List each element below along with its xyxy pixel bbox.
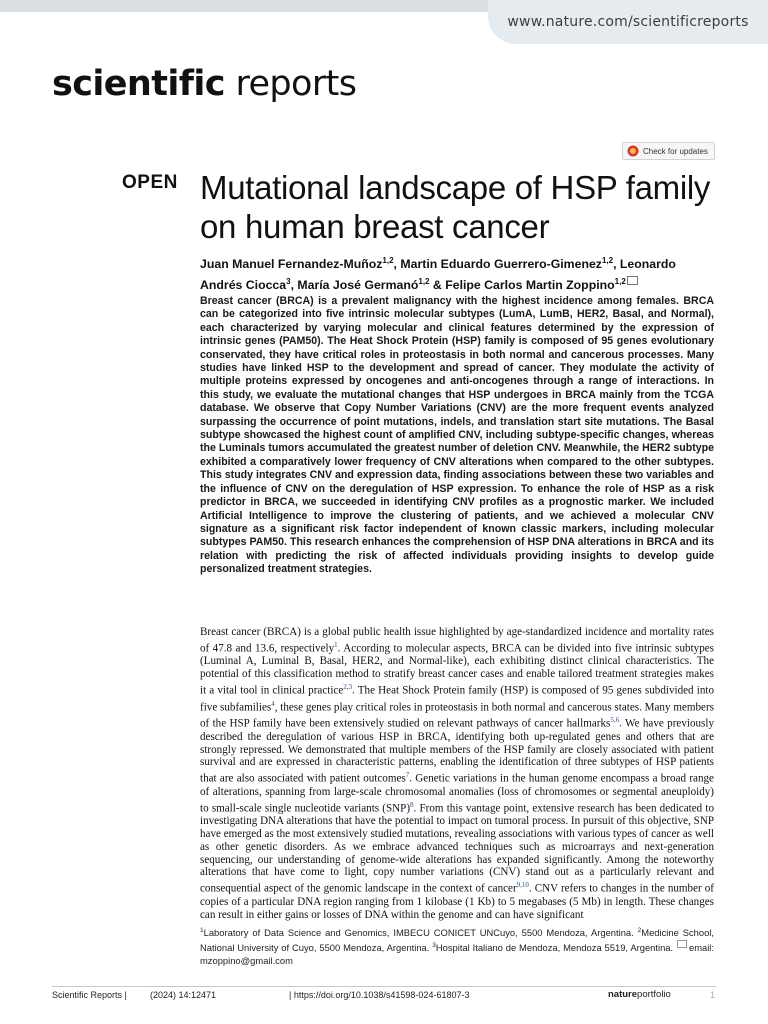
citation-link[interactable]: 8	[410, 800, 414, 809]
page-footer	[52, 990, 716, 1004]
email-icon	[677, 940, 687, 948]
citation-link[interactable]: 2,3	[343, 683, 353, 692]
citation-link[interactable]: 7	[405, 771, 410, 780]
citation-link[interactable]: 9,10	[516, 881, 529, 890]
body-sentence: . CNV refers to changes in the number of copies of a particular DNA region ranging from 1 kilobase (1 Kb) to 5 megabases (5 Mb) in length. These changes can result in either gains or losses of DNA within the genome and can have significant	[200, 883, 714, 921]
journal-url[interactable]: www.nature.com/scientificreports	[507, 14, 749, 30]
check-updates-icon	[627, 145, 639, 157]
author-name[interactable]: , Leonardo Andrés Ciocca	[200, 257, 676, 293]
affiliations	[200, 924, 714, 967]
intro-paragraph	[200, 626, 714, 922]
footer-journal: Scientific Reports |	[52, 990, 127, 1000]
author-name[interactable]: Juan Manuel Fernandez-Muñoz	[200, 257, 383, 272]
body-sentence: . According to molecular aspects, BRCA can be divided into five intrinsic subtypes (Luminal A, Luminal B, Basal, HER2, and Normal-like), each exhibiting distinct clinical characteristics. The potential of this classification method to stratify breast cancer cases and enable tailored treatment strategies makes it a vital tool in clinical practice	[200, 642, 714, 697]
author-affiliation-sup: 1,2	[418, 277, 430, 287]
article-title: Mutational landscape of HSP family on human breast cancer	[200, 169, 711, 245]
footer-doi-link[interactable]: | https://doi.org/10.1038/s41598-024-61807-3	[289, 990, 470, 1000]
journal-logo-regular: reports	[224, 64, 357, 104]
publisher-logo	[608, 989, 671, 1000]
affiliation-text: Hospital Italiano de Mendoza, Mendoza 5519, Argentina.	[435, 942, 676, 954]
author-name[interactable]: , María José Germanó	[290, 278, 419, 293]
body-sentence: . Genetic variations in the human genome encompass a broad range of alterations, spanning from large-scale chromosomal anomalies (loss of chromosomes or segmental aneuploidy) to small-scale single nucleotide variants (SNP)	[200, 772, 714, 815]
affiliation-sup: 3	[432, 942, 436, 950]
body-text	[200, 626, 714, 922]
journal-url-tab[interactable]	[488, 0, 768, 44]
abstract: Breast cancer (BRCA) is a prevalent malignancy with the highest incidence among females. BRCA can be categorized into five intrinsic molecular subtypes (LumA, LumB, HER2, Basal, and Normal), each characterized by varying molecular and clinical features determined by the expression of intrinsic genes (PAM50). The Heat Shock Protein (HSP) family is composed of 95 genes evolutionary conservated, they have critical roles in proteostasis in both normal and cancerous processes. Many studies have linked HSP to the development and spread of cancer. They modulate the activity of multiple proteins expressed by oncogenes and anti-oncogenes through a range of interactions. In this study, we evaluate the mutational changes that HSP undergoes in BRCA mainly from the TCGA database. We observe that Copy Number Variations (CNV) are the more frequent events analyzed surpassing the occurrence of point mutations, indels, and translation start site mutations. The Basal subtype showcased the highest count of amplified CNV, including subtype-specific changes, whereas the Luminals tumors accumulated the greatest number of deletion CNV. Meanwhile, the HER2 subtype exhibited a comparatively lower frequency of CNV alterations when compared to the other subtypes. This study integrates CNV and expression data, finding associations between these two variables and the influence of CNV on the deregulation of HSP expression. To enhance the role of HSP as a risk predictor in BRCA, we succeeded in identifying CNV profiles as a prognostic marker. We included Artificial Intelligence to improve the clustering of patients, and we achieved a molecular CNV signature as a significant risk factor independent of known classic markers, including molecular subtypes PAM50. This research enhances the comprehension of HSP DNA alterations in BRCA and its relation with predicting the risk of affected individuals providing insights to develop guide personalized treatment strategies.	[200, 295, 714, 576]
author-affiliation-sup: 3	[286, 277, 291, 287]
body-sentence: . We have previously described the deregulation of various HSP in BRCA, identifying both up-regulated genes and others that are strongly repressed. We demonstrated that multiple members of the HSP family are closely associated with patient survival and are expressed in characteristic patterns, enabling the identification of three subtypes of HSP patients that are also associated with patient outcomes	[200, 717, 714, 785]
body-sentence: . The Heat Shock Protein family (HSP) is composed of 95 genes subdivided into five subfamilies	[200, 684, 714, 714]
author-affiliation-sup: 1,2	[601, 256, 614, 265]
publisher-regular: portfolio	[637, 989, 671, 1000]
footer-year-volume: (2024) 14:12471	[150, 990, 217, 1000]
mail-icon[interactable]	[627, 276, 638, 285]
author-affiliation-sup: 1,2	[614, 277, 626, 287]
author-list	[200, 252, 720, 294]
check-updates-label: Check for updates	[643, 146, 708, 156]
page-number: 1	[710, 990, 716, 1000]
journal-logo-bold: scientific	[52, 64, 225, 104]
citation-link[interactable]: 4	[271, 699, 275, 708]
body-sentence: , these genes play critical roles in proteostasis in both normal and cancerous states. Many members of the HSP family have been extensively studied on relevant pathways of cancer hallmarks	[200, 701, 714, 730]
affiliation-sup: 2	[637, 927, 642, 934]
body-sentence: . From this vantage point, extensive research has been dedicated to investigating DNA alterations that have the potential to impact on tumoral process. In pursuit of this objective, SNP have emerged as the most extensively studied mutations, revealing associations with various types of cancer as well as other genetic disorders. As we embrace advanced techniques such as microarrays and next-generation sequencing, our understanding of genome-wide alterations has expanded significantly. Among the noteworthy alterations that have come to light, copy number variations (CNV) stand out as a particularly relevant and consequential aspect of the genomic landscape in the context of cancer	[200, 802, 714, 895]
body-sentence: Breast cancer (BRCA) is a global public health issue highlighted by age-standardized incidence and mortality rates of 47.8 and 13.6, respectively	[200, 626, 714, 655]
footer-divider	[52, 986, 716, 987]
affiliation-text: Medicine School, National University of Cuyo, 5500 Mendoza, Argentina.	[200, 927, 714, 954]
check-for-updates-button[interactable]	[622, 142, 715, 160]
affiliation-sup: 1	[200, 927, 204, 934]
citation-link[interactable]: 5,6	[610, 716, 620, 725]
open-access-label: OPEN	[122, 172, 178, 193]
author-affiliation-sup: 1,2	[382, 256, 394, 265]
corresponding-email[interactable]: email: mzoppino@gmail.com	[200, 942, 714, 967]
journal-logo	[52, 64, 356, 104]
author-name[interactable]: & Felipe Carlos Martin Zoppino	[429, 278, 615, 293]
citation-link[interactable]: 1	[334, 640, 338, 649]
author-name[interactable]: , Martin Eduardo Guerrero-Gimenez	[393, 257, 602, 272]
affiliation-text: Laboratory of Data Science and Genomics, IMBECU CONICET UNCuyo, 5500 Mendoza, Argentina.	[203, 927, 638, 939]
publisher-bold: nature	[608, 989, 638, 1000]
